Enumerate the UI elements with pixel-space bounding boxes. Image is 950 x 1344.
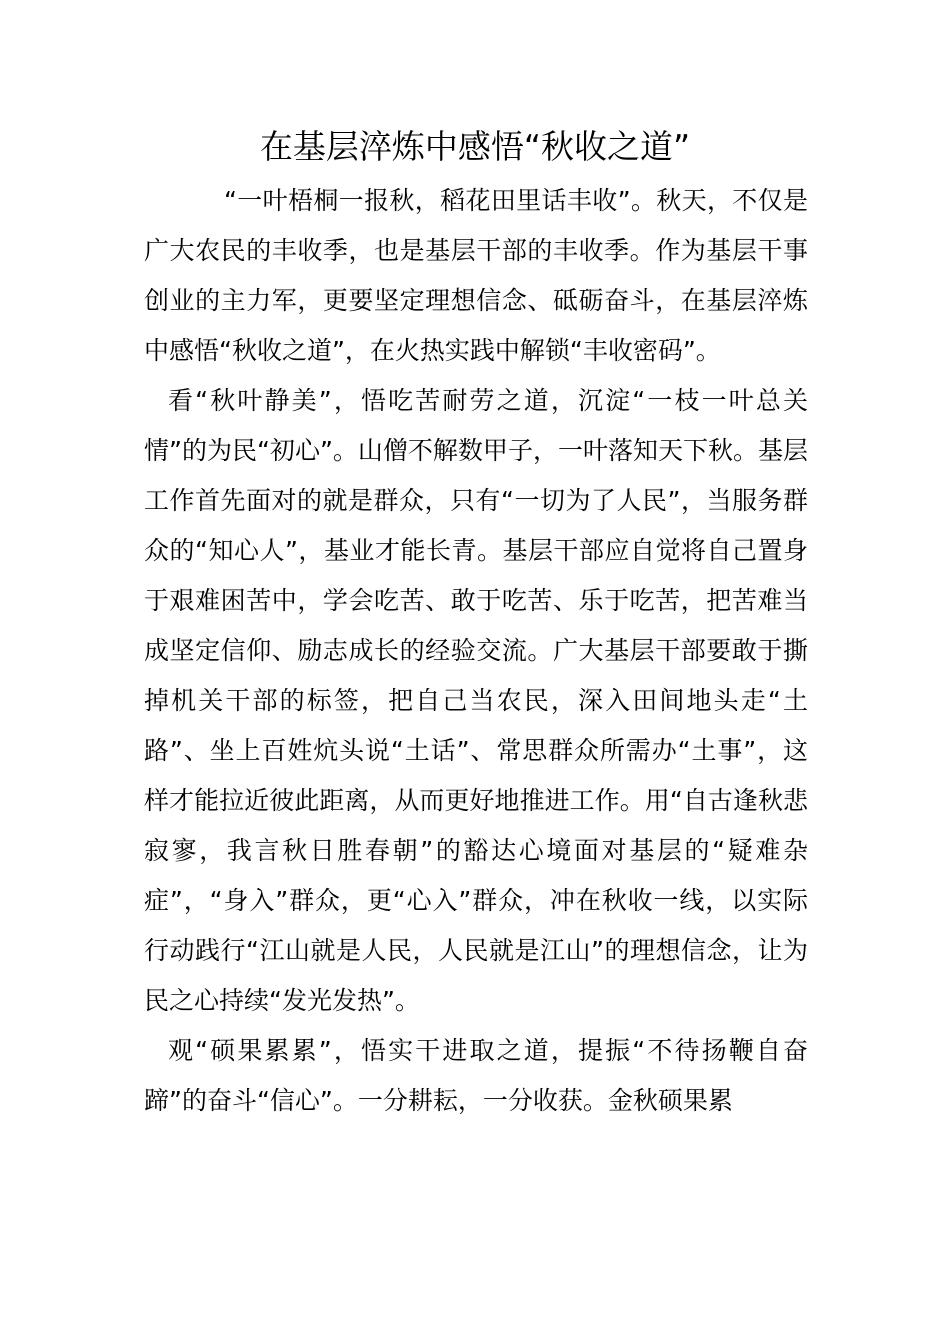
document-title: 在基层淬炼中感悟“秋收之道” xyxy=(259,127,691,166)
document-body xyxy=(144,176,808,1126)
paragraph-harvest-fruits: 观“硕果累累”，悟实干进取之道，提振“不待扬鞭自奋蹄”的奋斗“信心”。一分耕耘，一分收获。金秋硕果累 xyxy=(144,1036,808,1115)
paragraph-autumn-leaves: 看“秋叶静美”，悟吃苦耐劳之道，沉淀“一枝一叶总关情”的为民“初心”。山僧不解数甲子，一叶落知天下秋。基层工作首先面对的就是群众，只有“一切为了人民”，当服务群众的“知心人”，基业才能长青。基层干部应自觉将自己置身于艰难困苦中，学会吃苦、敢于吃苦、乐于吃苦，把苦难当成坚定信仰、励志成长的经验交流。广大基层干部要敢于撕掉机关干部的标签，把自己当农民，深入田间地头走“土路”、坐上百姓炕头说“土话”、常思群众所需办“土事”，这样才能拉近彼此距离，从而更好地推进工作。用“自古逢秋悲寂寥，我言秋日胜春朝”的豁达心境面对基层的“疑难杂症”，“身入”群众，更“心入”群众，冲在秋收一线，以实际行动践行“江山就是人民，人民就是江山”的理想信念，让为民之心持续“发光发热”。 xyxy=(144,386,808,1015)
paragraph-intro: “一叶梧桐一报秋，稻花田里话丰收”。秋天，不仅是广大农民的丰收季，也是基层干部的丰收季。作为基层干事创业的主力军，更要坚定理想信念、砥砺奋斗，在基层淬炼中感悟“秋收之道”，在火热实践中解锁“丰收密码”。 xyxy=(144,186,808,365)
